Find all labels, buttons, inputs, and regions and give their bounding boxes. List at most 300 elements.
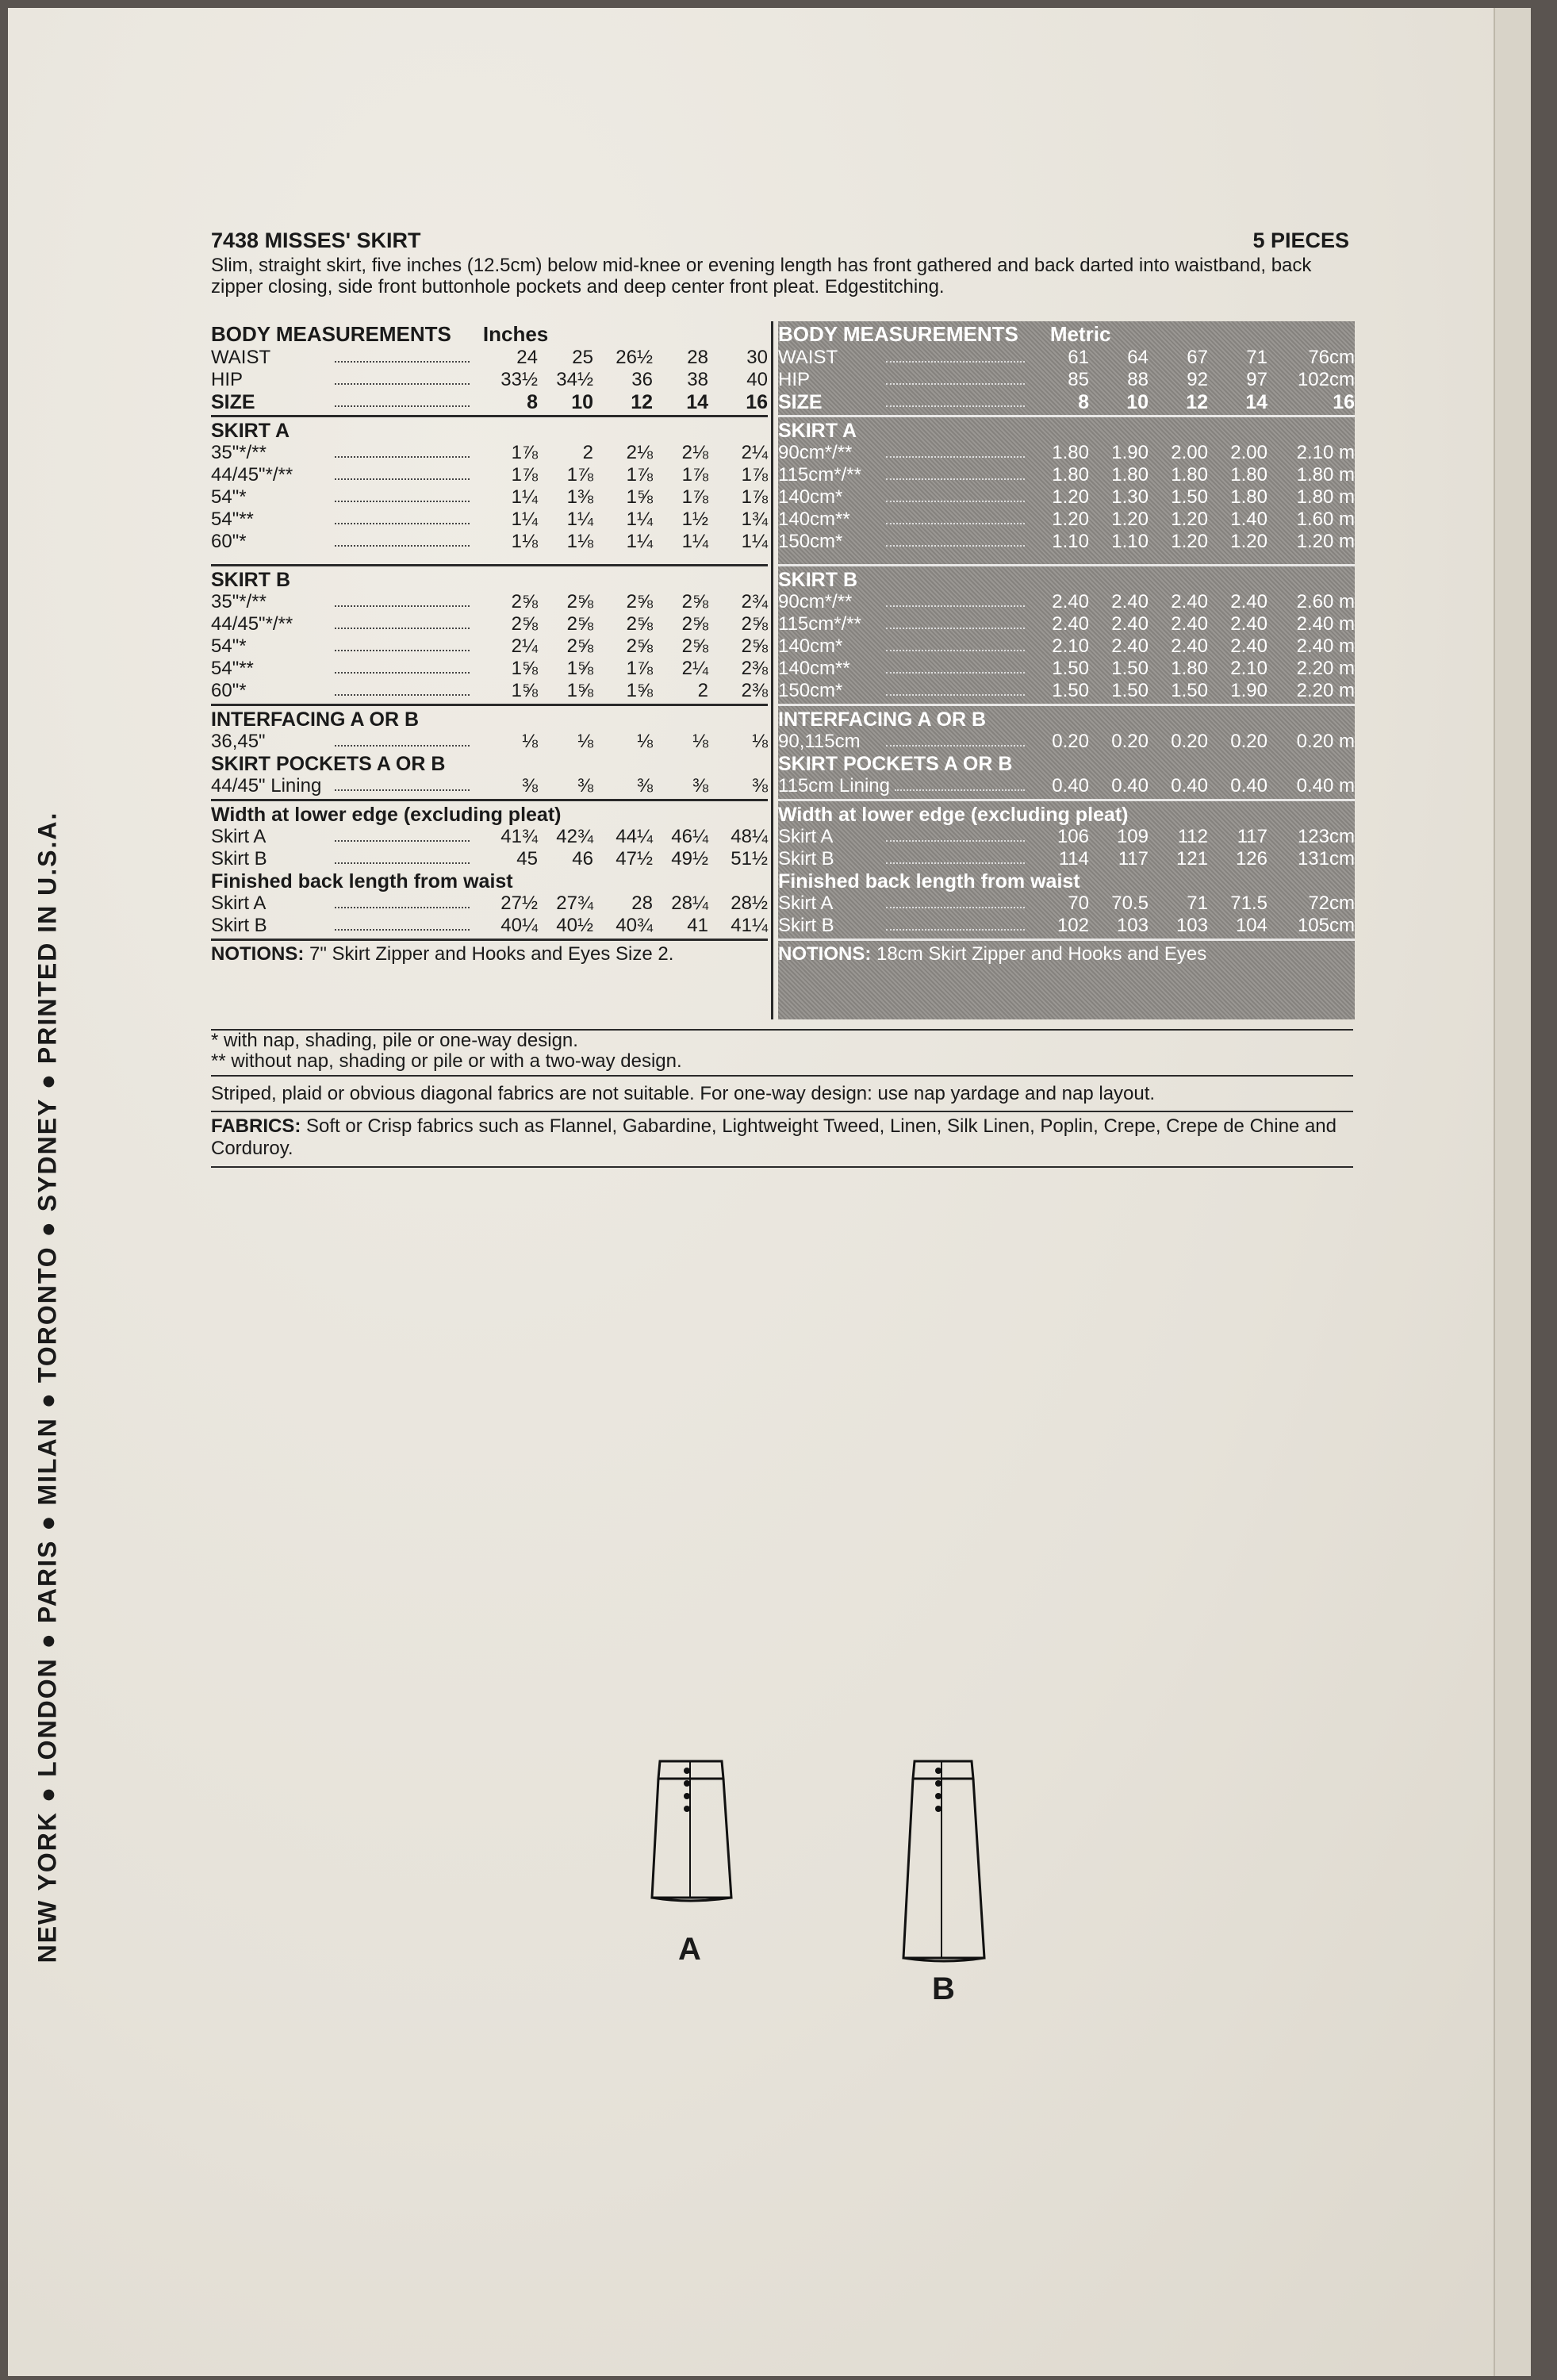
- metric-length-row-value: 72cm: [1308, 892, 1355, 914]
- metric-skirt-a-row-value: 1.80: [1230, 464, 1267, 486]
- metric-skirt-b-row-value: 2.40: [1111, 591, 1149, 612]
- metric-column: [778, 321, 1355, 1019]
- inches-skirt-a-row: [211, 509, 768, 531]
- inches-skirt-a-row-value: 1⅞: [681, 464, 708, 486]
- metric-body-row-value: 14: [1245, 391, 1267, 413]
- metric-skirt-b-row-value: 1.50: [1052, 658, 1089, 679]
- inches-body-row-value: 16: [746, 391, 768, 413]
- metric-skirt-a-row-value: 1.80: [1052, 464, 1089, 486]
- metric-body-row-value: 12: [1186, 391, 1208, 413]
- inches-skirt-b-row-label: 35"*/**: [211, 591, 267, 612]
- inches-skirt-b-row-value: 2⅜: [741, 680, 768, 701]
- metric-skirt-a-row-value: 1.10: [1111, 531, 1149, 552]
- inches-skirt-a-row-value: 1¼: [626, 509, 653, 530]
- inches-skirt-b-row-value: 2¾: [741, 591, 768, 612]
- metric-skirt-a-row-value: 1.20: [1111, 509, 1149, 530]
- metric-interfacing-row: [778, 731, 1355, 753]
- metric-pockets-row-value: 0.40: [1111, 775, 1149, 797]
- metric-width-row-label: Skirt A: [778, 826, 834, 847]
- inches-interfacing-row-value: ⅛: [521, 731, 538, 752]
- inches-skirt-a-row-value: 1⅞: [511, 442, 538, 463]
- metric-skirt-b-row-value: 2.40: [1230, 613, 1267, 635]
- inches-width-title: Width at lower edge (excluding pleat): [211, 804, 562, 826]
- metric-skirt-b-row-value: 2.10: [1052, 635, 1089, 657]
- inches-interfacing-row-value: ⅛: [692, 731, 708, 752]
- inches-pockets-row-value: ⅜: [636, 775, 653, 797]
- metric-body-row-value: 16: [1333, 391, 1355, 413]
- inches-heading: BODY MEASUREMENTS: [211, 322, 451, 346]
- metric-skirt-a-row: [778, 442, 1355, 464]
- metric-interfacing-row-label: 90,115cm: [778, 731, 861, 752]
- inches-skirt-a-row-value: 2⅛: [681, 442, 708, 463]
- inches-skirt-a-row-value: 1⅞: [626, 464, 653, 486]
- metric-skirt-a-row-value: 2.00: [1171, 442, 1208, 463]
- metric-length-row-label: Skirt B: [778, 915, 834, 936]
- inches-length-row-value: 40½: [556, 915, 593, 936]
- inches-skirt-b-row-value: 2⅝: [626, 613, 653, 635]
- metric-notions-label: NOTIONS:: [778, 943, 872, 965]
- metric-skirt-a-row-value: 1.80 m: [1296, 486, 1355, 508]
- inches-skirt-b-row-value: 2⅝: [681, 591, 708, 612]
- metric-skirt-a-row-value: 1.90: [1111, 442, 1149, 463]
- metric-skirt-b-row-value: 2.40: [1230, 591, 1267, 612]
- inches-skirt-b-row: [211, 635, 768, 658]
- inches-notions-label: NOTIONS:: [211, 943, 305, 965]
- inches-skirt-a-row-value: 1¾: [741, 509, 768, 530]
- metric-skirt-b-row-value: 2.40: [1171, 591, 1208, 612]
- inches-body-row-value: 30: [746, 347, 768, 368]
- metric-skirt-b-row-label: 140cm**: [778, 658, 850, 679]
- column-divider: [771, 321, 773, 1019]
- inches-skirt-b-row-value: 2⅝: [681, 635, 708, 657]
- metric-interfacing-row-value: 0.20: [1230, 731, 1267, 752]
- inches-notions: [211, 943, 768, 965]
- pattern-envelope-back: [8, 8, 1531, 2376]
- inches-pockets-row-label: 44/45" Lining: [211, 775, 322, 797]
- inches-skirt-b-row-label: 54"**: [211, 658, 254, 679]
- inches-skirt-a-row-value: 1⅛: [566, 531, 593, 552]
- inches-skirt-a-row-value: 1⅜: [566, 486, 593, 508]
- metric-skirt-a-row-value: 1.30: [1111, 486, 1149, 508]
- view-a-sketch: [642, 1753, 746, 1912]
- inches-width-row-value: 41¾: [500, 826, 538, 847]
- inches-interfacing-row-value: ⅛: [577, 731, 593, 752]
- metric-length-row-value: 103: [1175, 915, 1208, 936]
- fabrics-rule: [211, 1166, 1353, 1168]
- envelope-edge: [1494, 8, 1531, 2376]
- inches-skirt-b-row-value: 2⅝: [566, 613, 593, 635]
- metric-width-row-label: Skirt B: [778, 848, 834, 869]
- inches-body-row-value: 33½: [500, 369, 538, 390]
- metric-skirt-a-row-value: 1.20: [1052, 509, 1089, 530]
- inches-skirt-b-row-value: 2⅝: [681, 613, 708, 635]
- inches-skirt-a-row-value: 1¼: [566, 509, 593, 530]
- inches-length-row: [211, 915, 768, 937]
- inches-skirt-b-row-value: 2⅝: [511, 613, 538, 635]
- metric-length-row-value: 70: [1068, 892, 1089, 914]
- inches-length-row-value: 40¼: [500, 915, 538, 936]
- inches-skirt-b-row-value: 2⅝: [566, 591, 593, 612]
- inches-width-row-value: 42¾: [556, 826, 593, 847]
- metric-length-row-value: 71: [1187, 892, 1208, 914]
- metric-skirt-b-row-value: 2.40: [1111, 635, 1149, 657]
- view-b-label: B: [932, 1971, 955, 2006]
- inches-interfacing-row-label: 36,45": [211, 731, 266, 752]
- inches-body-row-value: 38: [687, 369, 708, 390]
- metric-length-row-value: 105cm: [1297, 915, 1355, 936]
- inches-skirt-b-row-label: 54"*: [211, 635, 247, 657]
- metric-body-row-value: 61: [1068, 347, 1089, 368]
- metric-body-row-label: HIP: [778, 369, 811, 390]
- metric-body-row-label: SIZE: [778, 391, 823, 413]
- metric-body-row-value: 102cm: [1297, 369, 1355, 390]
- metric-skirt-a-row-value: 1.80: [1111, 464, 1149, 486]
- metric-skirt-b-row-value: 1.50: [1111, 680, 1149, 701]
- inches-length-row-value: 40¾: [616, 915, 653, 936]
- metric-skirt-a-row: [778, 486, 1355, 509]
- metric-skirt-a-row-value: 1.20: [1171, 531, 1208, 552]
- inches-skirt-b-row-value: 1⅞: [626, 658, 653, 679]
- metric-body-row-value: 92: [1187, 369, 1208, 390]
- metric-width-row-value: 131cm: [1297, 848, 1355, 869]
- metric-pockets-row-value: 0.40: [1171, 775, 1208, 797]
- metric-skirt-b-title: SKIRT B: [778, 569, 857, 591]
- inches-skirt-b-row-value: 2⅝: [626, 591, 653, 612]
- inches-skirt-b-row-value: 2⅝: [626, 635, 653, 657]
- metric-length-row-value: 104: [1235, 915, 1267, 936]
- inches-pockets-row-value: ⅜: [577, 775, 593, 797]
- metric-skirt-a-row-value: 1.60 m: [1296, 509, 1355, 530]
- pattern-title: 7438 MISSES' SKIRT: [211, 228, 421, 252]
- inches-skirt-a-row-value: 1⅞: [741, 464, 768, 486]
- inches-pockets-row-value: ⅜: [521, 775, 538, 797]
- metric-skirt-b-row: [778, 613, 1355, 635]
- unsuitable-rule: [211, 1111, 1353, 1112]
- metric-width-row-value: 117: [1118, 848, 1149, 869]
- inches-skirt-b-row-value: 2⅝: [511, 591, 538, 612]
- metric-body-row-value: 67: [1187, 347, 1208, 368]
- inches-skirt-a-row-label: 44/45"*/**: [211, 464, 293, 486]
- inches-skirt-a-row-value: 1¼: [511, 486, 538, 508]
- metric-skirt-b-row-value: 1.50: [1052, 680, 1089, 701]
- metric-length-row-label: Skirt A: [778, 892, 834, 914]
- metric-length-title: Finished back length from waist: [778, 870, 1080, 892]
- inches-body-row-value: 8: [527, 391, 538, 413]
- inches-skirt-a-row-value: 1¼: [511, 509, 538, 530]
- metric-body-row-value: 97: [1246, 369, 1267, 390]
- inches-body-row-value: 14: [686, 391, 708, 413]
- inches-skirt-b-row-value: 2⅝: [566, 635, 593, 657]
- inches-length-row: [211, 892, 768, 915]
- yardage-chart: [211, 321, 1355, 1023]
- inches-length-row-label: Skirt A: [211, 892, 267, 914]
- metric-width-row-value: 109: [1116, 826, 1149, 847]
- inches-width-row: [211, 826, 768, 848]
- inches-skirt-a-row: [211, 531, 768, 553]
- inches-skirt-a-row-value: 1¼: [741, 531, 768, 552]
- inches-width-row-value: 51½: [731, 848, 768, 869]
- inches-notions-text: 7" Skirt Zipper and Hooks and Eyes Size 2.: [309, 943, 674, 965]
- inches-width-row-value: 49½: [671, 848, 708, 869]
- inches-pockets-row-value: ⅜: [692, 775, 708, 797]
- metric-skirt-a-row-value: 1.80: [1171, 464, 1208, 486]
- metric-skirt-a-row-label: 90cm*/**: [778, 442, 853, 463]
- metric-skirt-b-row: [778, 680, 1355, 702]
- inches-length-row-value: 28½: [731, 892, 768, 914]
- metric-skirt-b-row-value: 2.40: [1052, 591, 1089, 612]
- inches-skirt-a-row-value: 2¼: [741, 442, 768, 463]
- inches-skirt-b-row-label: 60"*: [211, 680, 247, 701]
- view-a-label: A: [678, 1932, 701, 1967]
- inches-pockets-row: [211, 775, 768, 797]
- inches-skirt-a-row: [211, 464, 768, 486]
- metric-skirt-b-row-label: 150cm*: [778, 680, 843, 701]
- inches-skirt-b-row-label: 44/45"*/**: [211, 613, 293, 635]
- inches-skirt-b-row-value: 2⅜: [741, 658, 768, 679]
- inches-skirt-a-row-value: 2: [582, 442, 593, 463]
- inches-skirt-b-row-value: 2: [697, 680, 708, 701]
- metric-skirt-b-row-value: 2.40: [1230, 635, 1267, 657]
- inches-skirt-b-row-value: 1⅝: [566, 680, 593, 701]
- inches-length-row-label: Skirt B: [211, 915, 267, 936]
- metric-body-row: [778, 369, 1355, 391]
- metric-skirt-a-row-label: 140cm**: [778, 509, 850, 530]
- pattern-header: [211, 228, 1349, 298]
- metric-skirt-b-row-value: 2.20 m: [1296, 658, 1355, 679]
- inches-skirt-b-row-value: 1⅝: [566, 658, 593, 679]
- metric-body-row: [778, 347, 1355, 369]
- inches-interfacing-row-value: ⅛: [751, 731, 768, 752]
- inches-skirt-a-row-value: 1⅝: [626, 486, 653, 508]
- metric-body-row-value: 64: [1127, 347, 1149, 368]
- footnote-without-nap: ** without nap, shading or pile or with a two-way design.: [211, 1050, 682, 1072]
- metric-pockets-row: [778, 775, 1355, 797]
- inches-length-title: Finished back length from waist: [211, 870, 513, 892]
- inches-width-row-value: 45: [516, 848, 538, 869]
- metric-length-row: [778, 915, 1355, 937]
- fabrics-text: Soft or Crisp fabrics such as Flannel, Gabardine, Lightweight Tweed, Linen, Silk Linen, Poplin, Crepe, Crepe de Chine and Corduroy.: [211, 1115, 1336, 1159]
- metric-skirt-a-row-value: 1.40: [1230, 509, 1267, 530]
- inches-length-row-value: 41: [687, 915, 708, 936]
- inches-body-row: [211, 347, 768, 369]
- metric-body-row-value: 10: [1126, 391, 1149, 413]
- metric-skirt-a-row-value: 1.20: [1171, 509, 1208, 530]
- inches-body-row-value: 12: [631, 391, 653, 413]
- metric-skirt-a-title: SKIRT A: [778, 420, 857, 442]
- inches-body-row-label: HIP: [211, 369, 244, 390]
- metric-width-row-value: 117: [1237, 826, 1267, 847]
- metric-skirt-b-row-value: 2.40: [1171, 613, 1208, 635]
- inches-skirt-a-row-value: 2⅛: [626, 442, 653, 463]
- inches-skirt-a-row-value: 1⅞: [741, 486, 768, 508]
- metric-skirt-a-row-label: 140cm*: [778, 486, 843, 508]
- inches-length-row-value: 28: [631, 892, 653, 914]
- inches-body-row-value: 24: [516, 347, 538, 368]
- inches-body-row-label: SIZE: [211, 391, 255, 413]
- inches-skirt-a-row-value: 1¼: [626, 531, 653, 552]
- metric-width-row-value: 121: [1175, 848, 1208, 869]
- inches-skirt-a-row-label: 35"*/**: [211, 442, 267, 463]
- inches-skirt-a-row-value: 1⅞: [681, 486, 708, 508]
- metric-skirt-b-row-value: 1.90: [1230, 680, 1267, 701]
- metric-length-row-value: 102: [1057, 915, 1089, 936]
- inches-width-row-value: 46¼: [671, 826, 708, 847]
- inches-skirt-a-row-value: 1¼: [681, 531, 708, 552]
- metric-width-title: Width at lower edge (excluding pleat): [778, 804, 1129, 826]
- metric-skirt-b-row-label: 140cm*: [778, 635, 843, 657]
- inches-body-row-value: 25: [572, 347, 593, 368]
- metric-skirt-a-row: [778, 464, 1355, 486]
- metric-length-row: [778, 892, 1355, 915]
- inches-skirt-b-row-value: 2⅝: [741, 635, 768, 657]
- metric-skirt-b-row-value: 1.50: [1171, 680, 1208, 701]
- metric-skirt-b-row: [778, 591, 1355, 613]
- metric-skirt-b-row-value: 2.40 m: [1296, 635, 1355, 657]
- inches-width-row: [211, 848, 768, 870]
- metric-skirt-b-row-value: 2.40: [1111, 613, 1149, 635]
- metric-skirt-a-row-value: 2.00: [1230, 442, 1267, 463]
- inches-width-row-value: 46: [572, 848, 593, 869]
- inches-column: [211, 321, 768, 1019]
- inches-length-row-value: 41¼: [731, 915, 768, 936]
- metric-skirt-a-row-label: 150cm*: [778, 531, 843, 552]
- metric-body-row-value: 76cm: [1308, 347, 1355, 368]
- metric-skirt-b-row-value: 1.50: [1111, 658, 1149, 679]
- footnote-with-nap: * with nap, shading, pile or one-way design.: [211, 1030, 578, 1051]
- inches-skirt-b-row-value: 1⅝: [626, 680, 653, 701]
- metric-interfacing-row-value: 0.20: [1171, 731, 1208, 752]
- metric-pockets-row-label: 115cm Lining: [778, 775, 890, 797]
- fabrics-note: [211, 1115, 1353, 1160]
- inches-skirt-b-row-value: 2⅝: [741, 613, 768, 635]
- metric-interfacing-row-value: 0.20 m: [1296, 731, 1355, 752]
- inches-width-row-value: 48¼: [731, 826, 768, 847]
- footnote-rule: [211, 1075, 1353, 1077]
- inches-pockets-row-value: ⅜: [751, 775, 768, 797]
- metric-skirt-a-row-value: 1.20: [1230, 531, 1267, 552]
- inches-body-row: [211, 391, 768, 413]
- metric-interfacing-row-value: 0.20: [1052, 731, 1089, 752]
- inches-length-row-value: 27¾: [556, 892, 593, 914]
- inches-skirt-a-row: [211, 486, 768, 509]
- metric-skirt-b-row-value: 1.80: [1171, 658, 1208, 679]
- metric-skirt-b-row-value: 2.40: [1052, 613, 1089, 635]
- inches-body-row: [211, 369, 768, 391]
- metric-pockets-row-value: 0.40: [1230, 775, 1267, 797]
- inches-skirt-b-row-value: 1⅝: [511, 680, 538, 701]
- metric-pockets-title: SKIRT POCKETS A OR B: [778, 753, 1013, 775]
- metric-skirt-b-row-value: 2.40: [1171, 635, 1208, 657]
- metric-skirt-a-row-value: 2.10 m: [1296, 442, 1355, 463]
- metric-pockets-row-value: 0.40 m: [1296, 775, 1355, 797]
- inches-unit: Inches: [482, 322, 549, 346]
- metric-unit: Metric: [1049, 322, 1111, 346]
- metric-skirt-a-row-label: 115cm*/**: [778, 464, 861, 486]
- inches-skirt-a-row: [211, 442, 768, 464]
- metric-skirt-b-row: [778, 658, 1355, 680]
- metric-body-row-value: 88: [1127, 369, 1149, 390]
- metric-length-row-value: 71.5: [1230, 892, 1267, 914]
- inches-skirt-b-row: [211, 680, 768, 702]
- metric-notions: [778, 943, 1355, 965]
- unsuitable-note: Striped, plaid or obvious diagonal fabrics are not suitable. For one-way design: use nap yardage and nap layout.: [211, 1083, 1156, 1104]
- metric-skirt-a-row-value: 1.20 m: [1296, 531, 1355, 552]
- inches-skirt-a-row-value: 1⅞: [566, 464, 593, 486]
- inches-width-row-value: 47½: [616, 848, 653, 869]
- metric-skirt-b-row-value: 2.60 m: [1296, 591, 1355, 612]
- metric-width-row-value: 114: [1058, 848, 1089, 869]
- pieces-count: 5 PIECES: [1252, 228, 1349, 252]
- inches-skirt-a-row-value: 1⅞: [511, 464, 538, 486]
- metric-length-row-value: 70.5: [1111, 892, 1149, 914]
- metric-notions-text: 18cm Skirt Zipper and Hooks and Eyes: [876, 943, 1207, 965]
- metric-width-row: [778, 848, 1355, 870]
- inches-skirt-a-row-label: 54"**: [211, 509, 254, 530]
- inches-body-row-value: 36: [631, 369, 653, 390]
- inches-skirt-b-title: SKIRT B: [211, 569, 290, 591]
- metric-pockets-row-value: 0.40: [1052, 775, 1089, 797]
- metric-interfacing-row-value: 0.20: [1111, 731, 1149, 752]
- metric-body-row: [778, 391, 1355, 413]
- inches-body-row-value: 26½: [616, 347, 653, 368]
- metric-skirt-b-row-label: 115cm*/**: [778, 613, 861, 635]
- metric-body-row-value: 71: [1246, 347, 1267, 368]
- metric-body-row-value: 85: [1068, 369, 1089, 390]
- inches-interfacing-row-value: ⅛: [636, 731, 653, 752]
- side-imprint: NEW YORK ● LONDON ● PARIS ● MILAN ● TORONTO ● SYDNEY ● PRINTED IN U.S.A.: [33, 811, 62, 1964]
- metric-skirt-a-row: [778, 531, 1355, 553]
- inches-body-row-value: 40: [746, 369, 768, 390]
- inches-skirt-b-row: [211, 658, 768, 680]
- inches-interfacing-title: INTERFACING A OR B: [211, 708, 420, 731]
- pattern-description: Slim, straight skirt, five inches (12.5cm) below mid-knee or evening length has front gathered and back darted into waistband, back zipper closing, side front buttonhole pockets and deep center front pleat. Edgestitching.: [211, 255, 1312, 298]
- metric-width-row: [778, 826, 1355, 848]
- fabrics-label: FABRICS:: [211, 1115, 301, 1137]
- metric-skirt-a-row-value: 1.50: [1171, 486, 1208, 508]
- metric-width-row-value: 106: [1057, 826, 1089, 847]
- inches-body-row-value: 34½: [556, 369, 593, 390]
- inches-width-row-value: 44¼: [616, 826, 653, 847]
- metric-skirt-b-row-value: 2.40 m: [1296, 613, 1355, 635]
- metric-skirt-a-row: [778, 509, 1355, 531]
- view-b-sketch: [892, 1753, 995, 1967]
- inches-skirt-a-row-value: 1½: [681, 509, 708, 530]
- metric-width-row-value: 123cm: [1297, 826, 1355, 847]
- metric-length-row-value: 103: [1116, 915, 1149, 936]
- metric-skirt-a-row-value: 1.20: [1052, 486, 1089, 508]
- metric-body-row-value: 8: [1078, 391, 1089, 413]
- inches-length-row-value: 27½: [500, 892, 538, 914]
- metric-skirt-a-row-value: 1.80: [1052, 442, 1089, 463]
- inches-length-row-value: 28¼: [671, 892, 708, 914]
- metric-body-row-label: WAIST: [778, 347, 838, 368]
- metric-skirt-a-row-value: 1.80: [1230, 486, 1267, 508]
- inches-body-row-value: 28: [687, 347, 708, 368]
- metric-interfacing-title: INTERFACING A OR B: [778, 708, 987, 731]
- metric-skirt-a-row-value: 1.10: [1052, 531, 1089, 552]
- metric-heading: BODY MEASUREMENTS: [778, 322, 1018, 346]
- inches-skirt-b-row-value: 1⅝: [511, 658, 538, 679]
- inches-body-row-value: 10: [571, 391, 593, 413]
- inches-skirt-a-row-label: 54"*: [211, 486, 247, 508]
- inches-skirt-a-title: SKIRT A: [211, 420, 290, 442]
- inches-skirt-b-row-value: 2¼: [511, 635, 538, 657]
- metric-skirt-b-row-label: 90cm*/**: [778, 591, 853, 612]
- metric-skirt-b-row: [778, 635, 1355, 658]
- metric-skirt-b-row-value: 2.10: [1230, 658, 1267, 679]
- inches-width-row-label: Skirt B: [211, 848, 267, 869]
- inches-width-row-label: Skirt A: [211, 826, 267, 847]
